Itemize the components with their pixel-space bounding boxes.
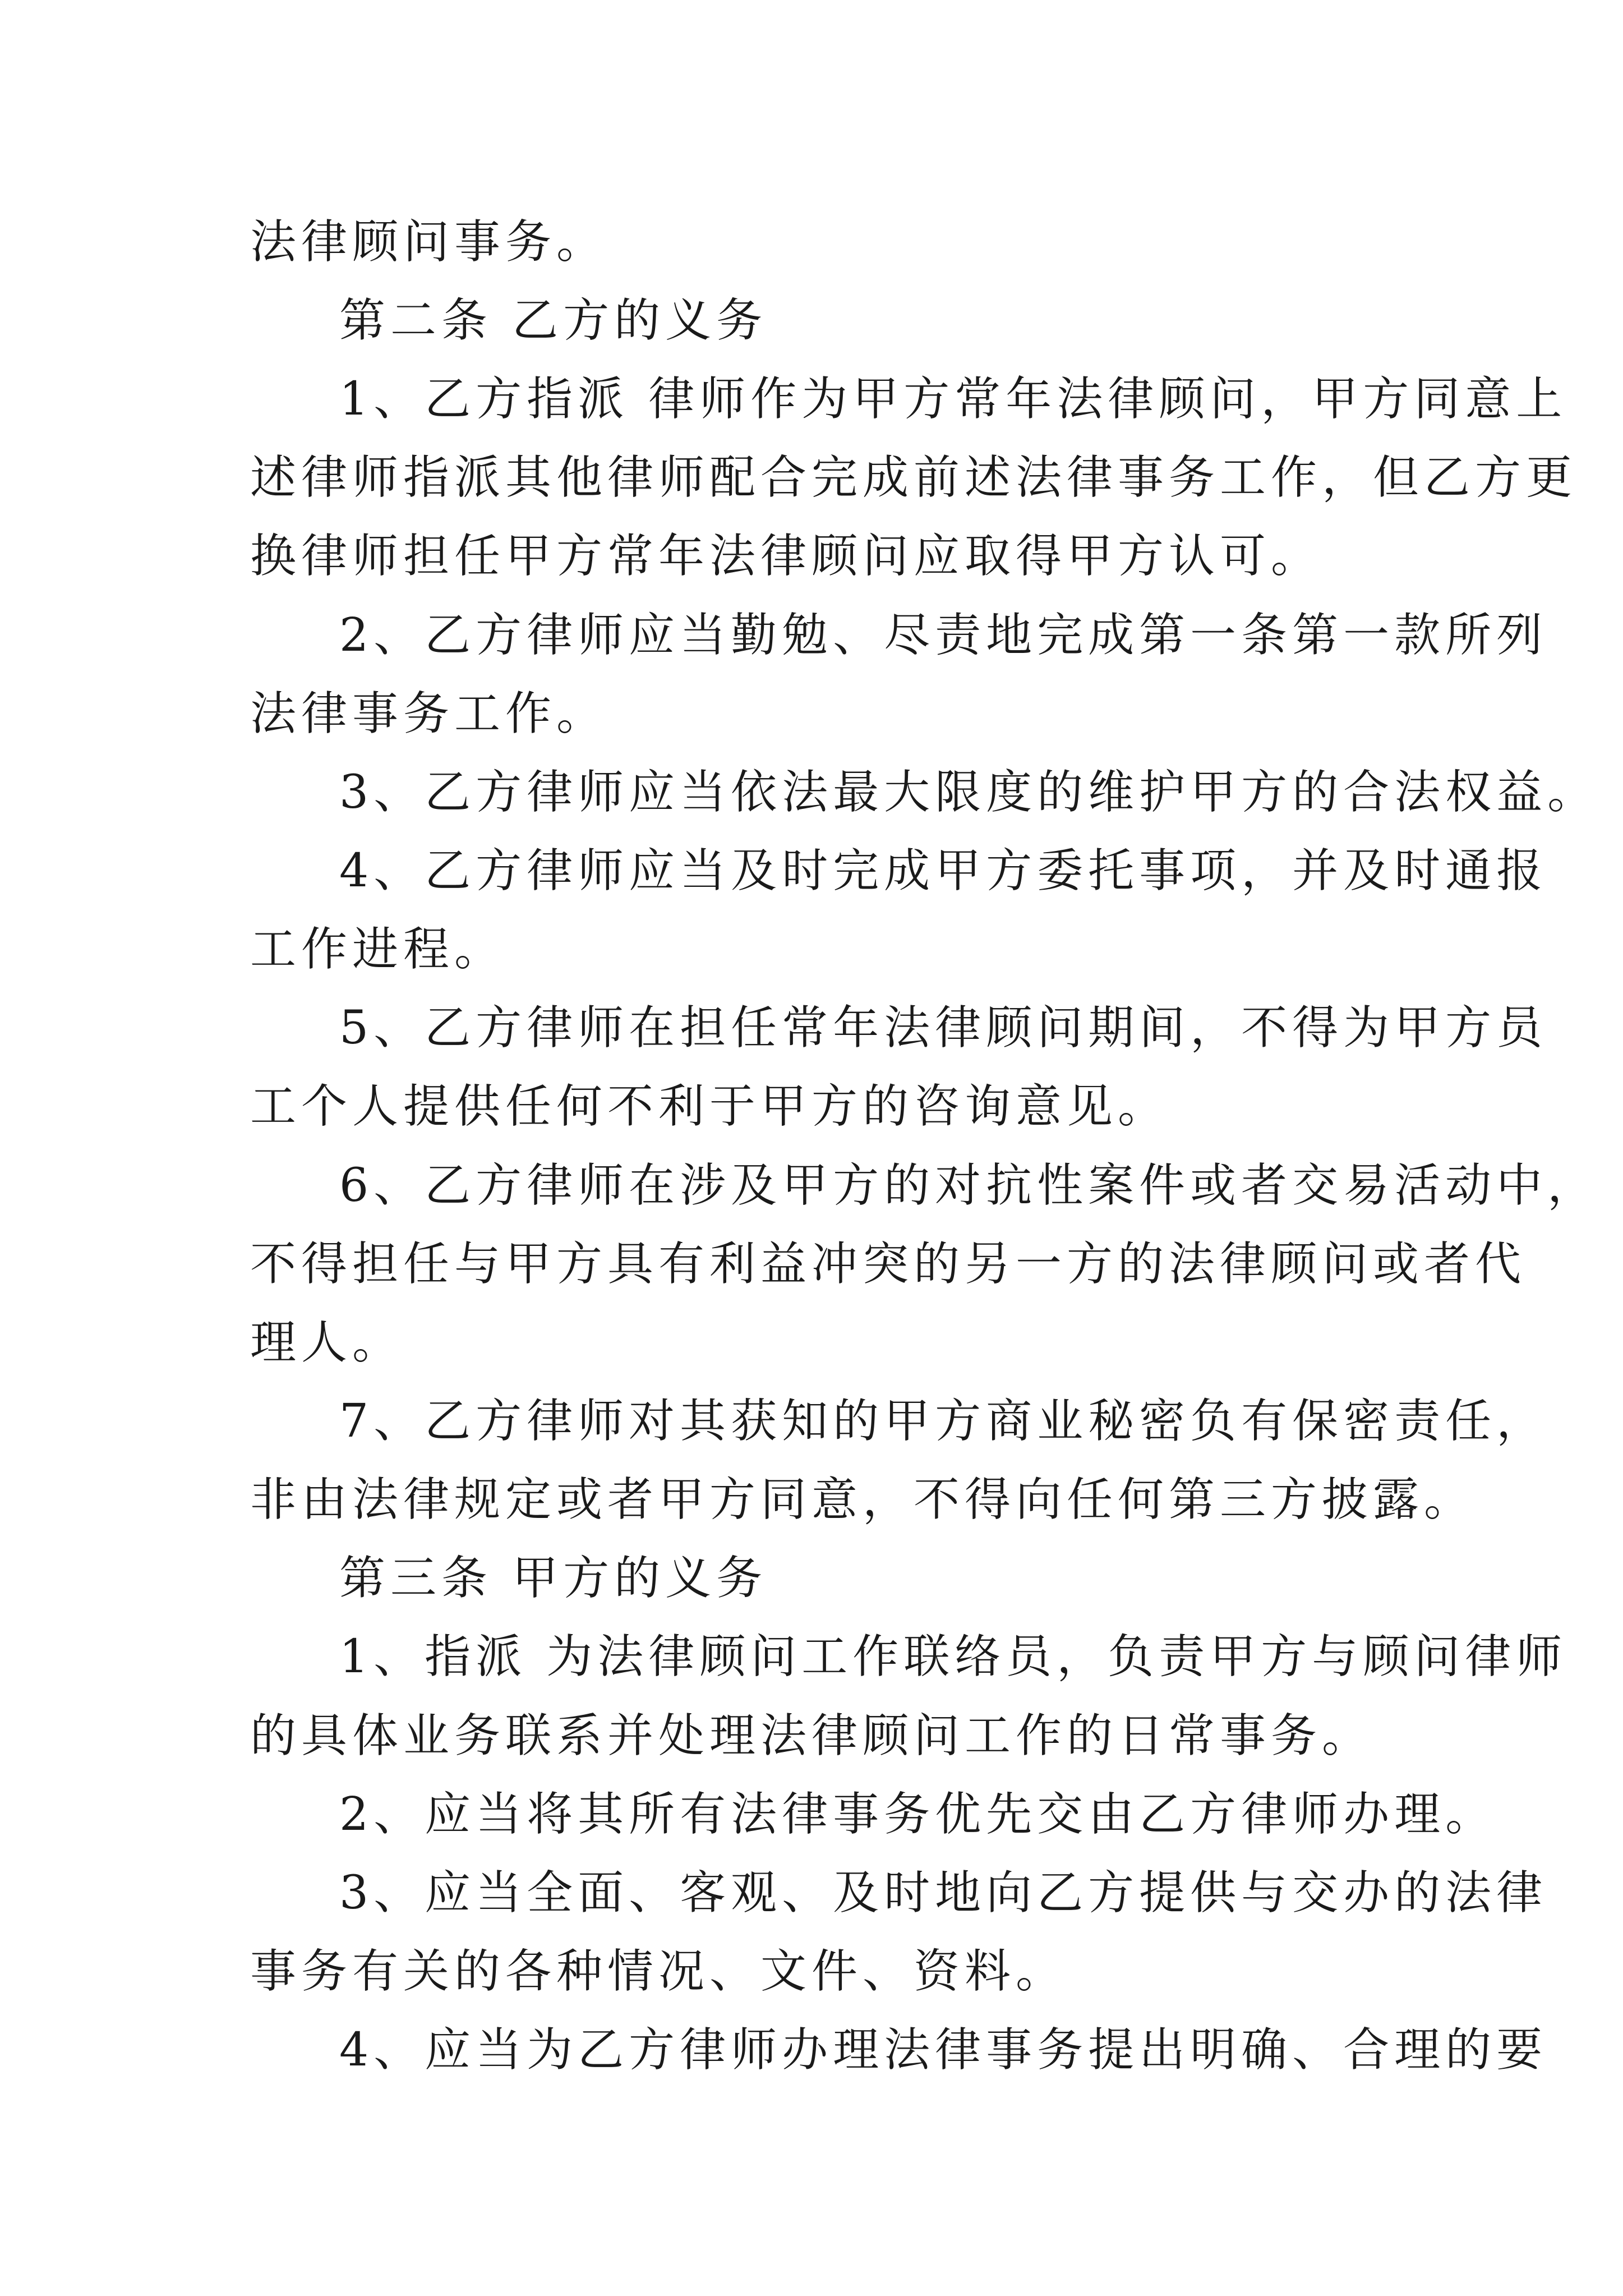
text-line: 述律师指派其他律师配合完成前述法律事务工作，但乙方更 — [250, 451, 1578, 504]
text-line: 理人。 — [250, 1316, 404, 1369]
text-line: 非由法律规定或者甲方同意，不得向任何第三方披露。 — [250, 1473, 1476, 1526]
section-heading: 第二条 乙方的义务 — [339, 294, 768, 347]
text-line: 7、乙方律师对其获知的甲方商业秘密负有保密责任， — [339, 1395, 1548, 1448]
text-line: 事务有关的各种情况、文件、资料。 — [250, 1945, 1067, 1998]
text-line: 2、应当将其所有法律事务优先交由乙方律师办理。 — [339, 1788, 1497, 1841]
text-line: 工个人提供任何不利于甲方的咨询意见。 — [250, 1080, 1169, 1133]
text-line: 不得担任与甲方具有利益冲突的另一方的法律顾问或者代 — [250, 1237, 1527, 1291]
section-heading: 第三条 甲方的义务 — [339, 1552, 768, 1605]
text-line: 3、应当全面、客观、及时地向乙方提供与交办的法律 — [339, 1866, 1548, 1920]
text-line: 5、乙方律师在担任常年法律顾问期间，不得为甲方员 — [339, 1001, 1548, 1055]
text-line: 法律顾问事务。 — [250, 215, 608, 269]
text-line: 1、乙方指派 律师作为甲方常年法律顾问，甲方同意上 — [339, 372, 1567, 426]
text-line: 4、乙方律师应当及时完成甲方委托事项，并及时通报 — [339, 844, 1548, 898]
text-line: 3、乙方律师应当依法最大限度的维护甲方的合法权益。 — [339, 766, 1599, 819]
text-line: 工作进程。 — [250, 923, 506, 976]
text-line: 的具体业务联系并处理法律顾问工作的日常事务。 — [250, 1709, 1373, 1763]
text-line: 换律师担任甲方常年法律顾问应取得甲方认可。 — [250, 530, 1322, 583]
text-line: 6、乙方律师在涉及甲方的对抗性案件或者交易活动中， — [339, 1159, 1599, 1212]
text-line: 2、乙方律师应当勤勉、尽责地完成第一条第一款所列 — [339, 609, 1548, 662]
text-line: 法律事务工作。 — [250, 687, 608, 740]
text-line: 1、指派 为法律顾问工作联络员，负责甲方与顾问律师 — [339, 1630, 1567, 1683]
text-line: 4、应当为乙方律师办理法律事务提出明确、合理的要 — [339, 2023, 1548, 2077]
